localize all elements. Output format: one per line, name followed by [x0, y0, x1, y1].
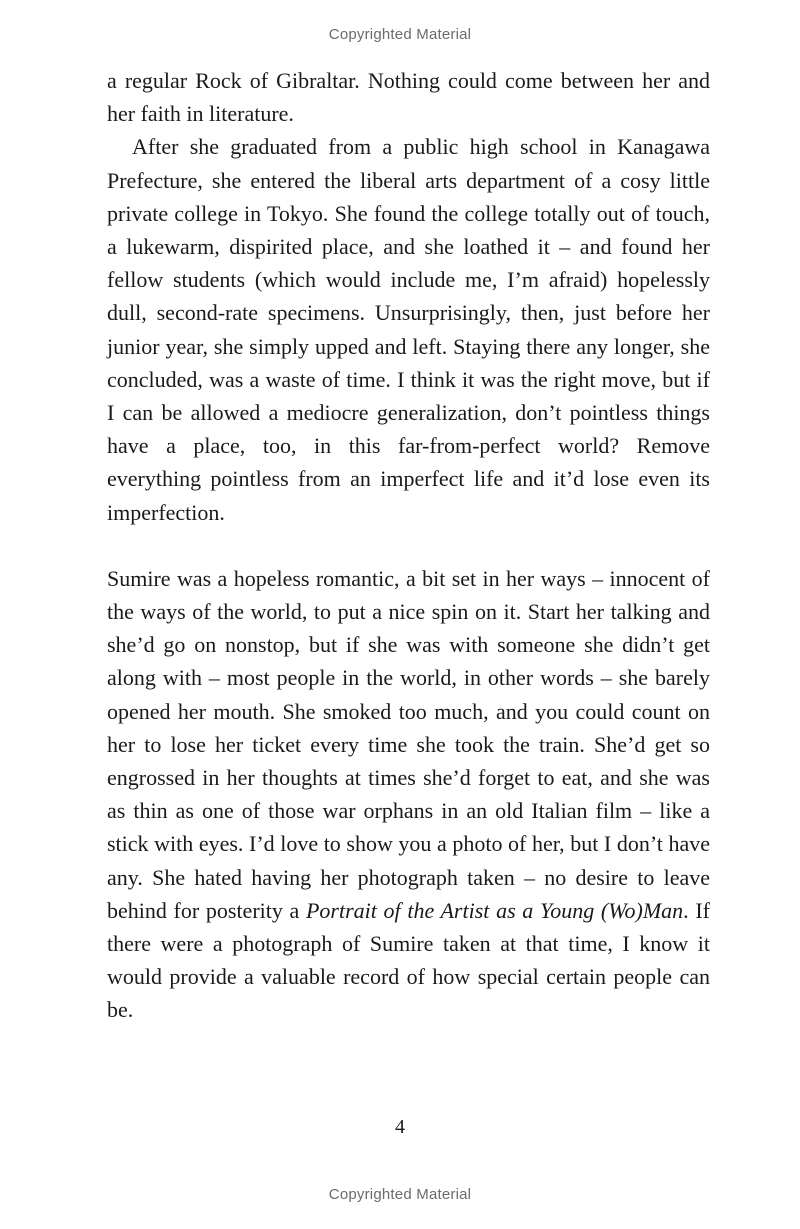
- page-number: 4: [395, 1116, 405, 1138]
- copyright-footer: Copyrighted Material: [328, 1186, 472, 1203]
- copyright-header: Copyrighted Material: [328, 26, 472, 43]
- page-body: [107, 64, 710, 1027]
- paragraph-3-text-b: . If there were a photograph of Sumire taken at that time, I know it would provide a valuable record of how special certain people can be.: [107, 897, 710, 1023]
- book-title-italic: Portrait of the Artist as a Young (Wo)Man: [305, 897, 684, 923]
- paragraph-1: a regular Rock of Gibraltar. Nothing could come between her and her faith in literature.: [107, 68, 710, 127]
- paragraph-2: After she graduated from a public high school in Kanagawa Prefecture, she entered the liberal arts department of a cosy little private college in Tokyo. She found the college totally out of touch, a lukewarm, dispirited place, and she loathed it – and found her fellow students (which would include me, I’m afraid) hopelessly dull, second-rate specimens. Unsurprisingly, then, just before her junior year, she simply upped and left. Staying there any longer, she concluded, was a waste of time. I think it was the right move, but if I can be allowed a mediocre generalization, don’t pointless things have a place, too, in this far-from-perfect world? Remove everything pointless from an imperfect life and it’d lose even its imperfection.: [107, 134, 710, 525]
- paragraph-3-text-a: Sumire was a hopeless romantic, a bit set in her ways – innocent of the ways of the world, to put a nice spin on it. Start her talking and she’d go on nonstop, but if she was with someone she didn’t get along with – most people in the world, in other words – she barely opened her mouth. She smoked too much, and you could count on her to lose her ticket every time she took the train. She’d get so engrossed in her thoughts at times she’d forget to eat, and she was as thin as one of those war orphans in an old Italian film – like a stick with eyes. I’d love to show you a photo of her, but I don’t have any. She hated having her photograph taken – no desire to leave behind for posterity a: [107, 565, 710, 923]
- paragraph-3: [107, 562, 710, 1027]
